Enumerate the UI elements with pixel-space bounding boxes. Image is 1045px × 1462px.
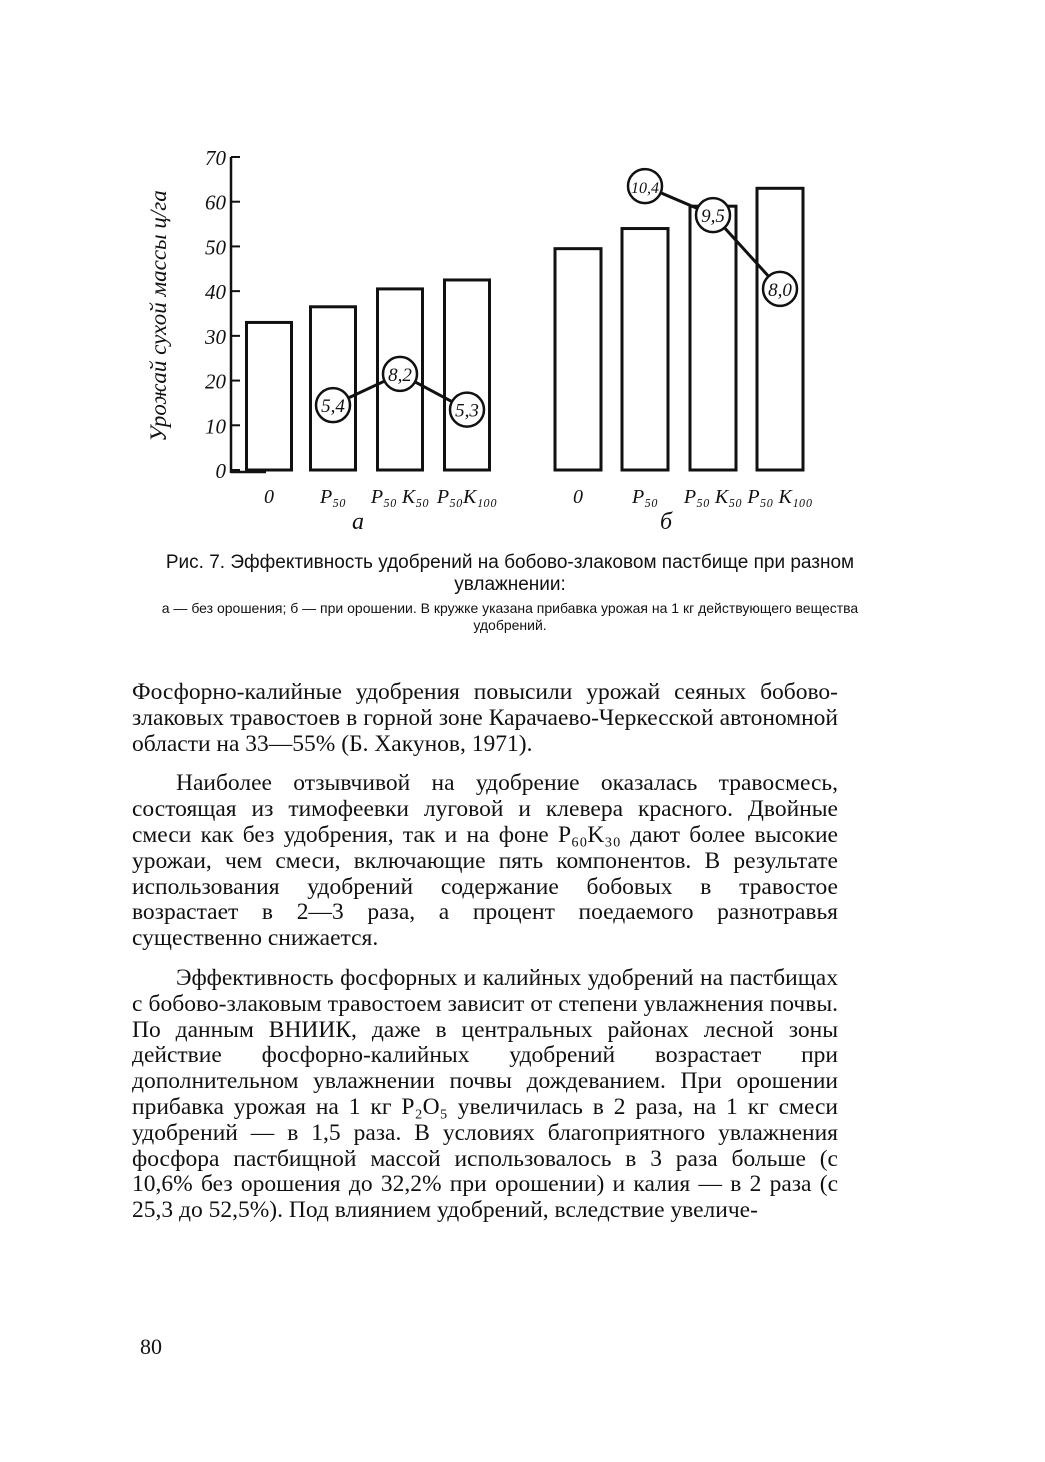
y-tick-label: 50 xyxy=(205,235,226,260)
bar-chart-figure-7 xyxy=(0,0,1045,545)
y-tick-label: 10 xyxy=(205,414,226,439)
bar-a-3 xyxy=(445,280,490,470)
paragraph-3: Эффективность фосфорных и калийных удобрений на пастбищах с бобово-злаковым травостоем зависит от степени увлажнения почвы. По данным ВНИИК, даже в центральных районах лесной зоны действие фосфорно-калийных удобрений возрастает при дополнительном увлажнении почвы дождеванием. При орошении прибавка урожая на 1 кг P₂O₅ увеличилась в 2 раза, на 1 кг смеси удобрений — в 1,5 раза. В условиях благоприятного увлажнения фосфора пастбищной массой использовалось в 3 раза больше (с 10,6% без орошения до 32,2% при орошении) и калия — в 2 раза (с 25,3 до 52,5%). Под влиянием удобрений, вследствие увеличе- xyxy=(132,964,838,1224)
x-tick-label: P₅₀ K₅₀ xyxy=(370,486,430,508)
x-tick-label: P₅₀K₁₀₀ xyxy=(436,486,498,508)
increase-marker-label: 8,0 xyxy=(768,279,792,301)
figure-caption-title: Рис. 7. Эффективность удобрений на бобово-злаковом пастбище при разном увлажнении: xyxy=(165,552,855,595)
y-tick-label: 40 xyxy=(205,280,226,305)
increase-marker-label: 9,5 xyxy=(701,206,725,228)
y-tick-label: 30 xyxy=(205,324,226,349)
paragraph-2: Наиболее отзывчивой на удобрение оказалась травосмесь, состоящая из тимофеевки луговой и клевера красного. Двойные смеси как без удобрения, так и на фоне P₆₀K₃₀ дают более высокие урожаи, чем смеси, включающие пять компонентов. В результате использования удобрений содержание бобовых в травостое возрастает в 2—3 раза, а процент поедаемого разнотравья существенно снижается. xyxy=(132,770,838,952)
x-tick-label: P₅₀ xyxy=(631,486,659,508)
y-axis-label: Урожай сухой массы ц/га xyxy=(146,190,171,442)
bar-b-0 xyxy=(555,249,601,470)
y-tick-label: 70 xyxy=(205,146,226,170)
y-tick-label: 0 xyxy=(215,459,226,483)
page-number: 80 xyxy=(140,1334,162,1359)
figure-caption-note: а — без орошения; б — при орошении. В кружке указана прибавка урожая на 1 кг действующего вещества удобрений. xyxy=(161,600,859,633)
increase-marker-label: 5,4 xyxy=(321,396,345,418)
y-tick-label: 60 xyxy=(205,190,226,215)
bar-b-1 xyxy=(622,229,668,470)
panel-label-a: а xyxy=(352,509,364,535)
bar-b-2 xyxy=(690,206,736,470)
x-tick-label: P₅₀ K₅₀ xyxy=(683,486,743,508)
increase-marker-label: 5,3 xyxy=(455,400,479,422)
bar-b-3 xyxy=(757,188,803,470)
bar-a-0 xyxy=(247,322,292,470)
x-tick-label: 0 xyxy=(264,486,274,508)
x-tick-label: P₅₀ xyxy=(319,486,347,508)
panel-label-b: б xyxy=(659,509,673,535)
x-tick-label: P₅₀ K₁₀₀ xyxy=(747,486,813,508)
y-tick-label: 20 xyxy=(205,369,226,394)
x-tick-label: 0 xyxy=(573,486,583,508)
paragraph-1: Фосфорно-калийные удобрения повысили урожай сеяных бобово-злаковых травостоев в горной зоне Карачаево-Черкесской автономной области на 33—55% (Б. Хакунов, 1971). xyxy=(132,679,838,757)
increase-marker-label: 8,2 xyxy=(388,364,412,386)
increase-marker-label: 10,4 xyxy=(631,180,659,198)
body-text xyxy=(132,680,838,1238)
